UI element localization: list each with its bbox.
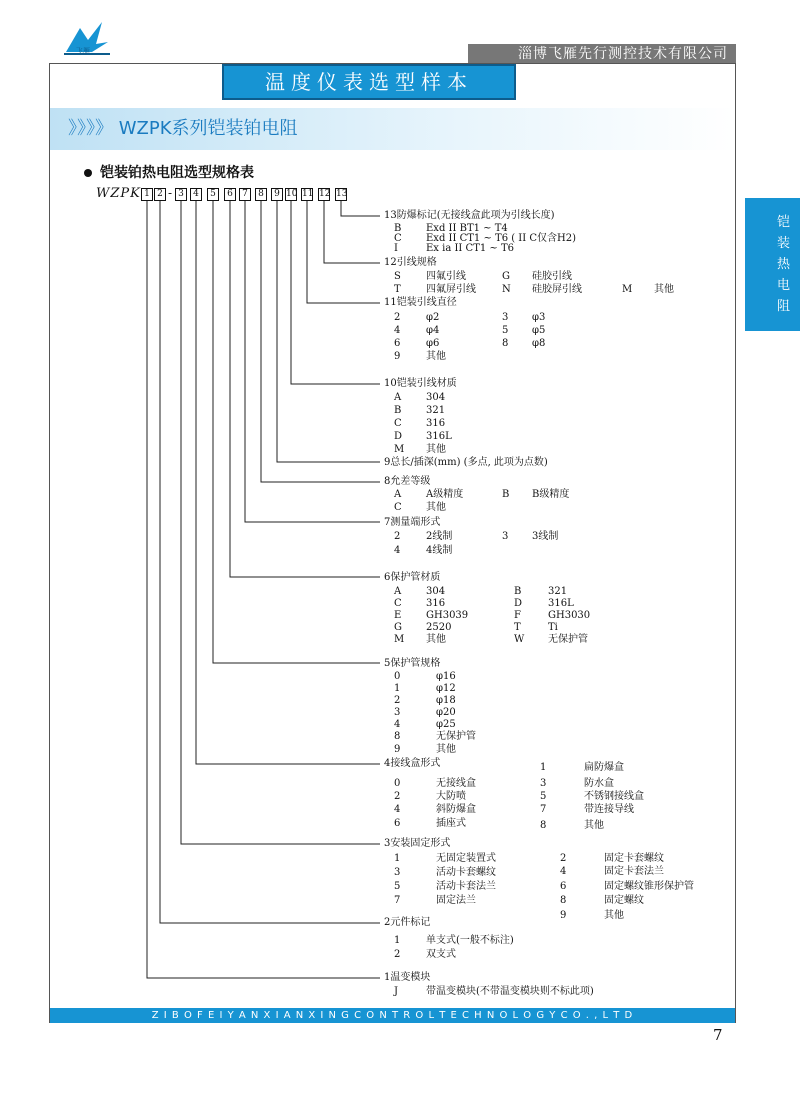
g8-desc: B级精度 [532, 489, 570, 500]
side-tab-char: 阻 [776, 299, 790, 314]
g3-desc: 活动卡套法兰 [436, 881, 496, 892]
model-box-2: 2 [154, 188, 166, 201]
g3-code: 5 [394, 881, 401, 892]
g11-desc: φ6 [426, 338, 440, 349]
g6-head: 6保护管材质 [384, 572, 441, 583]
g5-desc: φ18 [436, 695, 456, 706]
g6-code: T [514, 622, 521, 633]
g6-code: M [394, 634, 405, 645]
g13-code: I [394, 243, 398, 254]
g2-head: 2元件标记 [384, 917, 431, 928]
g7-code: 3 [502, 531, 509, 542]
g11-desc: 其他 [426, 351, 446, 362]
g5-code: 1 [394, 683, 401, 694]
footer-banner: Z I B O F E I Y A N X I A N X I N G C O N T R O L T E C H N O L O G Y C O . , L T D [50, 1008, 735, 1023]
g5-desc: 其他 [436, 744, 456, 755]
model-box-12: 12 [319, 189, 331, 199]
model-box-5: 5 [207, 188, 219, 201]
g12-desc: 硅胶屏引线 [532, 284, 582, 295]
g10-code: M [394, 444, 405, 455]
g5-desc: φ20 [436, 707, 456, 718]
g6-code: D [514, 598, 523, 609]
g12-desc: 四氟屏引线 [426, 284, 476, 295]
g5-code: 8 [394, 731, 401, 742]
g3-desc: 固定螺纹 [604, 895, 644, 906]
g11-desc: φ3 [532, 312, 546, 323]
g11-code: 6 [394, 338, 401, 349]
g6-desc: 316 [426, 598, 446, 609]
g5-desc: φ12 [436, 683, 456, 694]
g5-code: 0 [394, 671, 401, 682]
g3-code: 2 [560, 853, 567, 864]
g11-desc: φ8 [532, 338, 546, 349]
g3-code: 7 [394, 895, 401, 906]
g4-desc: 插座式 [436, 818, 466, 829]
g10-code: C [394, 418, 402, 429]
g6-code: B [514, 586, 522, 597]
g6-desc: Ti [548, 622, 558, 633]
g3-code: 3 [394, 867, 401, 878]
model-box-3: 3 [175, 188, 187, 201]
g4-desc: 斜防爆盒 [436, 804, 476, 815]
g10-code: A [394, 392, 402, 403]
g4-desc: 无接线盒 [436, 778, 476, 789]
subtitle-text: 铠装铂热电阻选型规格表 [100, 165, 254, 181]
g10-desc: 其他 [426, 444, 446, 455]
g3-desc: 无固定装置式 [436, 853, 496, 864]
g12-desc: 硅胶引线 [532, 271, 572, 282]
g12-head: 12引线规格 [384, 257, 437, 268]
model-box-6: 6 [224, 188, 236, 201]
page-title: 温度仪表选型样本 [222, 64, 516, 100]
g6-desc: GH3039 [426, 610, 469, 621]
g10-desc: 316 [426, 418, 446, 429]
g13-head: 13防爆标记(无接线盒此项为引线长度) [384, 210, 555, 221]
model-box-10: 10 [286, 189, 298, 199]
g8-desc: A级精度 [426, 489, 464, 500]
g3-code: 6 [560, 881, 567, 892]
g6-desc: 321 [548, 586, 568, 597]
g11-desc: φ4 [426, 325, 440, 336]
g5-desc: 无保护管 [436, 731, 476, 742]
g5-head: 5保护管规格 [384, 658, 441, 669]
g8-desc: 其他 [426, 502, 446, 513]
g5-code: 3 [394, 707, 401, 718]
g4-desc: 带连接导线 [584, 804, 634, 815]
company-name: 淄博飞雁先行测控技术有限公司 [468, 44, 736, 64]
g3-desc: 活动卡套螺纹 [436, 867, 496, 878]
g3-code: 1 [394, 853, 401, 864]
g2-desc: 单支式(一般不标注) [426, 935, 514, 946]
g6-code: E [394, 610, 402, 621]
g8-code: B [502, 489, 510, 500]
g8-head: 8允差等级 [384, 476, 431, 487]
g3-code: 9 [560, 910, 567, 921]
g4-desc: 大防喷 [436, 791, 466, 802]
g11-head: 11铠装引线直径 [384, 297, 457, 308]
g4-code: 1 [540, 762, 547, 773]
g10-code: B [394, 405, 402, 416]
g8-code: A [394, 489, 402, 500]
model-box-7: 7 [239, 188, 251, 201]
side-tab-char: 热 [776, 257, 790, 272]
g6-desc: 其他 [426, 634, 446, 645]
g13-code: B [394, 223, 402, 234]
g4-head: 4接线盒形式 [384, 758, 441, 769]
g7-desc: 4线制 [426, 545, 453, 556]
g6-desc: 2520 [426, 622, 452, 633]
g6-code: C [394, 598, 402, 609]
g7-desc: 3线制 [532, 531, 559, 542]
page-number: 7 [713, 1026, 723, 1044]
g4-desc: 其他 [584, 820, 604, 831]
g3-desc: 固定卡套法兰 [604, 866, 664, 877]
g3-code: 4 [560, 866, 567, 877]
g5-desc: φ25 [436, 719, 456, 730]
g3-code: 8 [560, 895, 567, 906]
g10-code: D [394, 431, 403, 442]
g5-code: 2 [394, 695, 401, 706]
g4-code: 0 [394, 778, 401, 789]
g6-code: F [514, 610, 521, 621]
g5-code: 4 [394, 719, 401, 730]
g4-code: 8 [540, 820, 547, 831]
model-box-1: 1 [141, 188, 153, 201]
g13-desc: Exd II BT1 ~ T4 [426, 223, 508, 234]
g13-code: C [394, 233, 402, 244]
model-box-11: 11 [302, 189, 314, 199]
model-box-9: 9 [271, 188, 283, 201]
g4-code: 2 [394, 791, 401, 802]
g6-code: G [394, 622, 402, 633]
g1-head: 1温变模块 [384, 972, 431, 983]
g8-code: C [394, 502, 402, 513]
g3-desc: 固定法兰 [436, 895, 476, 906]
g3-head: 3安装固定形式 [384, 838, 451, 849]
g4-code: 6 [394, 818, 401, 829]
g6-code: W [514, 634, 525, 645]
g12-code: T [394, 284, 401, 295]
g10-desc: 321 [426, 405, 446, 416]
g7-code: 4 [394, 545, 401, 556]
g7-desc: 2线制 [426, 531, 453, 542]
g12-code: S [394, 271, 401, 282]
model-box-8: 8 [255, 188, 267, 201]
g5-desc: φ16 [436, 671, 456, 682]
g7-head: 7测量端形式 [384, 517, 441, 528]
g6-desc: GH3030 [548, 610, 591, 621]
g6-code: A [394, 586, 402, 597]
model-box-4: 4 [190, 188, 202, 201]
g11-code: 9 [394, 351, 401, 362]
g2-code: 2 [394, 949, 401, 960]
g2-code: 1 [394, 935, 401, 946]
side-tab-char: 装 [776, 236, 790, 251]
g12-code: M [622, 284, 633, 295]
g10-desc: 304 [426, 392, 446, 403]
side-tab-char: 铠 [776, 215, 790, 230]
g12-code: N [502, 284, 511, 295]
model-dash: - [168, 186, 173, 200]
g4-desc: 防水盒 [584, 778, 614, 789]
g6-desc: 无保护管 [548, 634, 588, 645]
g11-code: 4 [394, 325, 401, 336]
g3-desc: 固定卡套螺纹 [604, 853, 664, 864]
g12-desc: 其他 [654, 284, 674, 295]
g13-desc: Ex ia II CT1 ~ T6 [426, 243, 514, 254]
g3-desc: 固定螺纹锥形保护管 [604, 881, 694, 892]
g2-desc: 双支式 [426, 949, 456, 960]
g4-desc: 不锈钢接线盒 [584, 791, 644, 802]
g11-code: 3 [502, 312, 509, 323]
g11-code: 5 [502, 325, 509, 336]
g4-desc: 扁防爆盒 [584, 762, 624, 773]
section-title: 》》》》 WZPK系列铠装铂电阻 [50, 108, 735, 150]
g7-code: 2 [394, 531, 401, 542]
g13-desc: Exd II CT1 ~ T6 ( II C仅含H2) [426, 233, 577, 244]
g10-desc: 316L [426, 431, 452, 442]
g9-head: 9总长/插深(mm) (多点, 此项为点数) [384, 457, 548, 468]
g6-desc: 316L [548, 598, 574, 609]
g11-desc: φ5 [532, 325, 546, 336]
g1-code: J [394, 986, 399, 997]
g3-desc: 其他 [604, 910, 624, 921]
model-box-13: 13 [336, 189, 348, 199]
g6-desc: 304 [426, 586, 446, 597]
g4-code: 3 [540, 778, 547, 789]
g11-desc: φ2 [426, 312, 440, 323]
g10-head: 10铠装引线材质 [384, 378, 457, 389]
model-prefix: WZPK [96, 186, 141, 201]
g4-code: 5 [540, 791, 547, 802]
g11-code: 8 [502, 338, 509, 349]
g12-code: G [502, 271, 510, 282]
g12-desc: 四氟引线 [426, 271, 466, 282]
g1-desc: 带温变模块(不带温变模块则不标此项) [426, 986, 594, 997]
g4-code: 7 [540, 804, 547, 815]
g11-code: 2 [394, 312, 401, 323]
logo-text: 飞雁 [76, 47, 90, 55]
side-tab-char: 电 [776, 278, 790, 293]
g4-code: 4 [394, 804, 401, 815]
g5-code: 9 [394, 744, 401, 755]
